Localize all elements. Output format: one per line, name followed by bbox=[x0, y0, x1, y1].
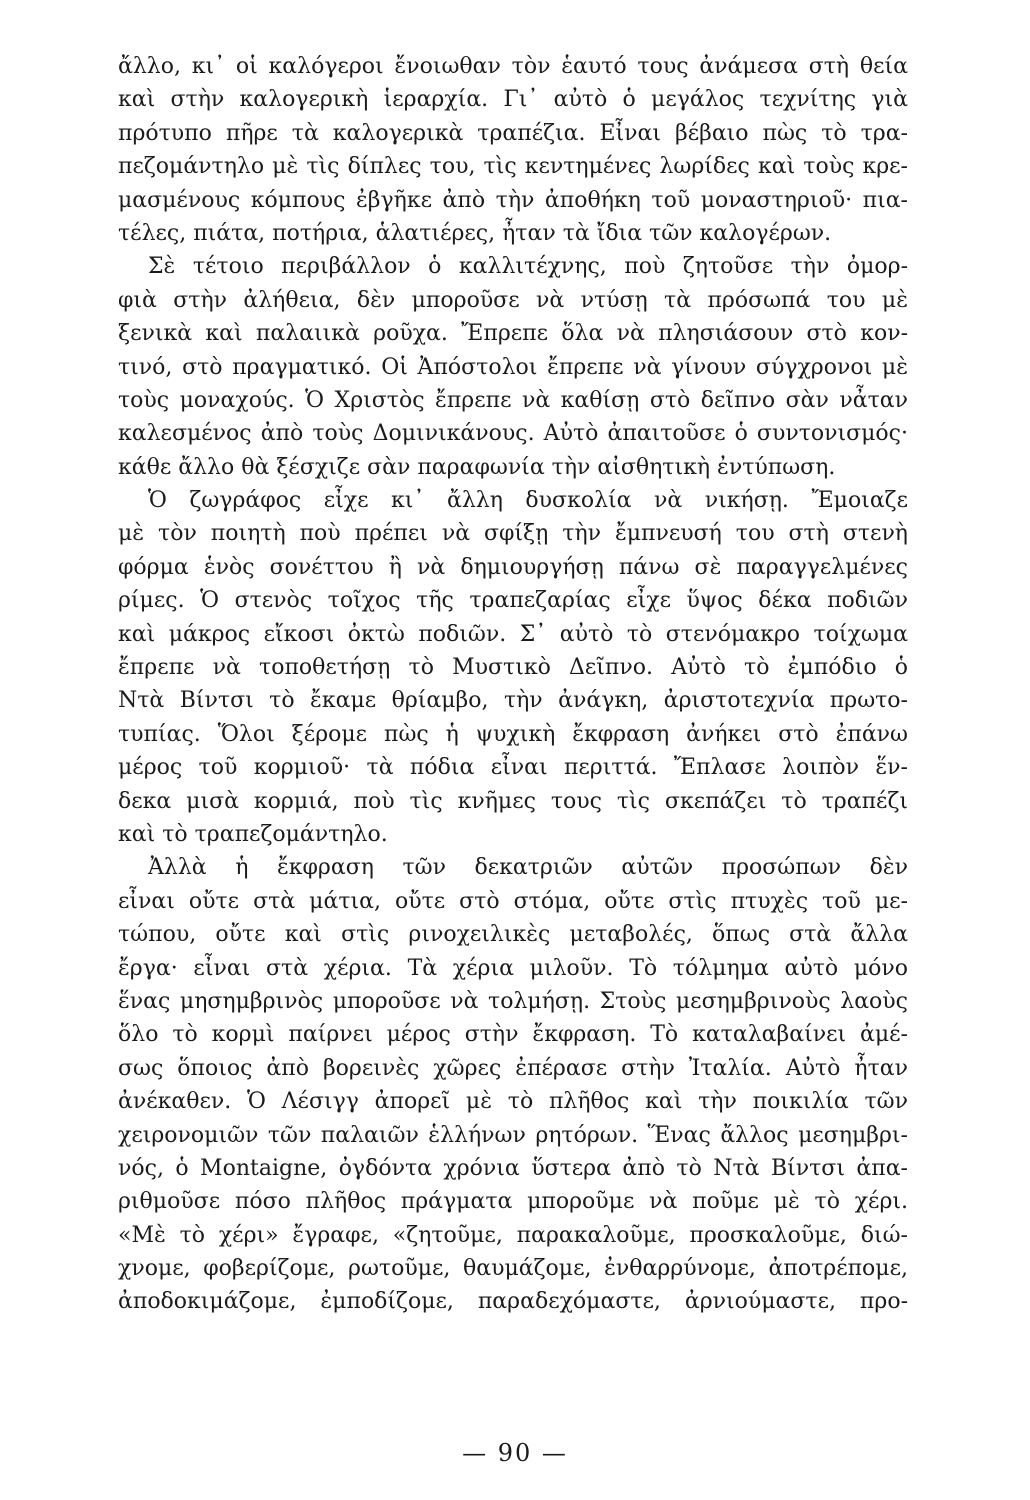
text-line: φόρμα ἑνὸς σονέττου ἢ νὰ δημιουργήσῃ πάνω σὲ παραγγελμένες bbox=[118, 554, 908, 580]
text-line: καὶ στὴν καλογερικὴ ἱεραρχία. Γι᾽ αὐτὸ ὁ μεγάλος τεχνίτης γιὰ bbox=[118, 87, 908, 113]
text-line: πεζομάντηλο μὲ τὶς δίπλες του, τὶς κεντημένες λωρίδες καὶ τοὺς κρε- bbox=[118, 154, 908, 180]
text-line: τέλες, πιάτα, ποτήρια, ἁλατιέρες, ἦταν τὰ ἴδια τῶν καλογέρων. bbox=[118, 220, 832, 246]
text-line: Ἀλλὰ ἡ ἔκφραση τῶν δεκατριῶν αὐτῶν προσώπων δὲν bbox=[148, 855, 908, 881]
text-line: νός, ὁ Montaigne, ὀγδόντα χρόνια ὕστερα ἀπὸ τὸ Ντὰ Βίντσι ἀπα- bbox=[118, 1155, 908, 1181]
text-line: χειρονομιῶν τῶν παλαιῶν ἑλλήνων ρητόρων. Ἕνας ἄλλος μεσημβρι- bbox=[118, 1122, 908, 1148]
text-line: κάθε ἄλλο θὰ ξέσχιζε σὰν παραφωνία τὴν αἰσθητικὴ ἐντύπωση. bbox=[118, 454, 836, 480]
text-line: ἕνας μησημβρινὸς μποροῦσε νὰ τολμήσῃ. Στοὺς μεσημβρινοὺς λαοὺς bbox=[118, 988, 908, 1014]
text-line: «Μὲ τὸ χέρι» ἔγραφε, «ζητοῦμε, παρακαλοῦμε, προσκαλοῦμε, διώ- bbox=[118, 1222, 908, 1248]
text-line: ξενικὰ καὶ παλαιικὰ ροῦχα. Ἔπρεπε ὅλα νὰ πλησιάσουν στὸ κον- bbox=[118, 321, 908, 347]
text-line: τώπου, οὔτε καὶ στὶς ρινοχειλικὲς μεταβολές, ὅπως στὰ ἄλλα bbox=[118, 922, 908, 948]
text-line: τοὺς μοναχούς. Ὁ Χριστὸς ἔπρεπε νὰ καθίσῃ στὸ δεῖπνο σὰν νἆταν bbox=[118, 387, 908, 413]
page-number: — 90 — bbox=[462, 1439, 568, 1467]
text-line: χνομε, φοβερίζομε, ρωτοῦμε, θαυμάζομε, ἐνθαρρύνομε, ἀποτρέπομε, bbox=[118, 1256, 908, 1282]
text-line: τυπίας. Ὅλοι ξέρομε πὼς ἡ ψυχικὴ ἔκφραση ἀνήκει στὸ ἐπάνω bbox=[118, 721, 908, 747]
text-line: Ντὰ Βίντσι τὸ ἔκαμε θρίαμβο, τὴν ἀνάγκη, ἀριστοτεχνία πρωτο- bbox=[118, 688, 908, 714]
text-line: φιὰ στὴν ἀλήθεια, δὲν μποροῦσε νὰ ντύσῃ τὰ πρόσωπά του μὲ bbox=[118, 287, 908, 313]
text-line: εἶναι οὔτε στὰ μάτια, οὔτε στὸ στόμα, οὔτε στὶς πτυχὲς τοῦ με- bbox=[118, 888, 908, 914]
text-line: ἔργα· εἶναι στὰ χέρια. Τὰ χέρια μιλοῦν. Τὸ τόλμημα αὐτὸ μόνο bbox=[118, 955, 908, 981]
text-line: ἀνέκαθεν. Ὁ Λέσιγγ ἀπορεῖ μὲ τὸ πλῆθος καὶ τὴν ποικιλία τῶν bbox=[118, 1089, 908, 1115]
body-text bbox=[118, 50, 908, 1319]
text-line: ἔπρεπε νὰ τοποθετήσῃ τὸ Μυστικὸ Δεῖπνο. Αὐτὸ τὸ ἐμπόδιο ὁ bbox=[118, 655, 908, 681]
text-line: Ὁ ζωγράφος εἶχε κι᾽ ἄλλη δυσκολία νὰ νικήσῃ. Ἔμοιαζε bbox=[148, 488, 908, 514]
text-line: δεκα μισὰ κορμιά, ποὺ τὶς κνῆμες τους τὶς σκεπάζει τὸ τραπέζι bbox=[118, 788, 908, 814]
text-line: Σὲ τέτοιο περιβάλλον ὁ καλλιτέχνης, ποὺ ζητοῦσε τὴν ὀμορ- bbox=[148, 254, 908, 280]
text-line: τινό, στὸ πραγματικό. Οἱ Ἀπόστολοι ἔπρεπε νὰ γίνουν σύγχρονοι μὲ bbox=[118, 354, 908, 380]
text-line: μὲ τὸν ποιητὴ ποὺ πρέπει νὰ σφίξῃ τὴν ἔμπνευσή του στὴ στενὴ bbox=[118, 521, 908, 547]
text-line: πρότυπο πῆρε τὰ καλογερικὰ τραπέζια. Εἶναι βέβαιο πὼς τὸ τρα- bbox=[118, 120, 908, 146]
text-line: ρίμες. Ὁ στενὸς τοῖχος τῆς τραπεζαρίας εἶχε ὕψος δέκα ποδιῶν bbox=[118, 588, 908, 614]
text-line: ἀποδοκιμάζομε, ἐμποδίζομε, παραδεχόμαστε, ἀρνιούμαστε, προ- bbox=[118, 1289, 908, 1315]
text-line: καὶ τὸ τραπεζομάντηλο. bbox=[118, 821, 388, 847]
text-line: ὅλο τὸ κορμὶ παίρνει μέρος στὴν ἔκφραση. Τὸ καταλαβαίνει ἀμέ- bbox=[118, 1022, 908, 1048]
text-line: καὶ μάκρος εἴκοσι ὀκτὼ ποδιῶν. Σ᾽ αὐτὸ τὸ στενόμακρο τοίχωμα bbox=[118, 621, 908, 647]
text-line: ριθμοῦσε πόσο πλῆθος πράγματα μποροῦμε νὰ ποῦμε μὲ τὸ χέρι. bbox=[118, 1189, 908, 1215]
text-line: μέρος τοῦ κορμιοῦ· τὰ πόδια εἶναι περιττά. Ἔπλασε λοιπὸν ἕν- bbox=[118, 755, 908, 781]
text-line: σως ὅποιος ἀπὸ βορεινὲς χῶρες ἐπέρασε στὴν Ἰταλία. Αὐτὸ ἦταν bbox=[118, 1055, 908, 1081]
text-line: μασμένους κόμπους ἐβγῆκε ἀπὸ τὴν ἀποθήκη τοῦ μοναστηριοῦ· πια- bbox=[118, 187, 908, 213]
text-line: καλεσμένος ἀπὸ τοὺς Δομινικάνους. Αὐτὸ ἀπαιτοῦσε ὁ συντονισμός· bbox=[118, 421, 908, 447]
text-line: ἄλλο, κι᾽ οἱ καλόγεροι ἔνοιωθαν τὸν ἑαυτό τους ἀνάμεσα στὴ θεία bbox=[118, 54, 908, 79]
